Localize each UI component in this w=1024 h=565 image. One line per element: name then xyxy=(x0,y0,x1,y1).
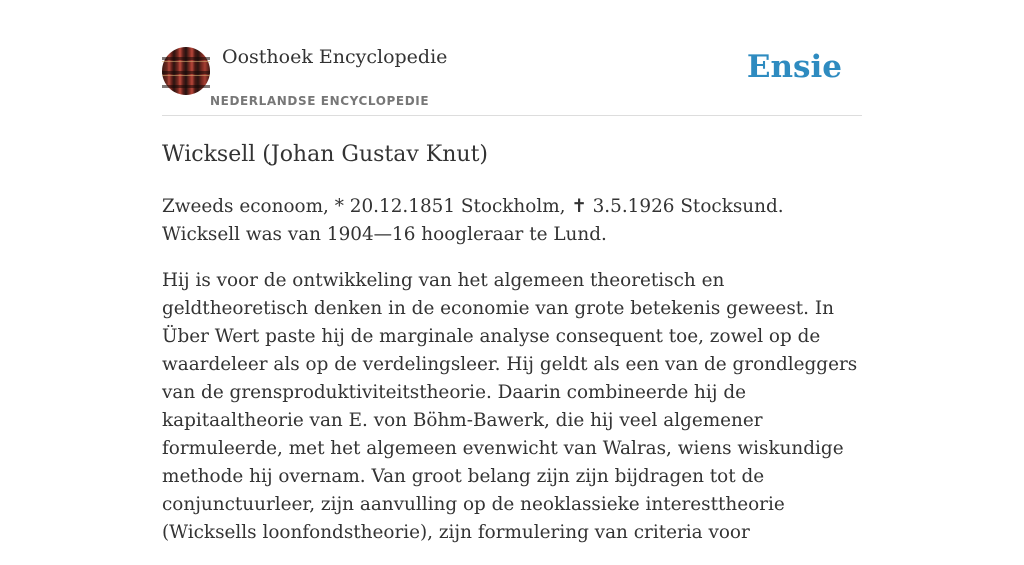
article-paragraph: Hij is voor de ontwikkeling van het algemeen theoretisch en geldtheoretisch denken in de economie van grote betekenis geweest. In Über Wert paste hij de marginale analyse consequent toe, zowel op de waardeleer als op de verdelingsleer. Hij geldt als een van de grondleggers van de grensproduktiviteitstheorie. Daarin combineerde hij de kapitaaltheorie van E. von Böhm-Bawerk, die hij veel algemener formuleerde, met het algemeen evenwicht van Walras, wiens wiskundige methode hij overnam. Van groot belang zijn zijn bijdragen tot de conjunctuurleer, zijn aanvulling op de neoklassieke interesttheorie (Wicksells loonfondstheorie), zijn formulering van criteria voor xyxy=(162,270,858,543)
site-header xyxy=(162,0,862,116)
article-content xyxy=(162,138,862,565)
article-title: Wicksell (Johan Gustav Knut) xyxy=(162,142,488,167)
site-title[interactable]: Oosthoek Encyclopedie xyxy=(222,46,448,68)
article-paragraph: Zweeds econoom, * 20.12.1851 Stockholm, ✝ 3.5.1926 Stocksund. Wicksell was van 1904—16 hoogleraar te Lund. xyxy=(162,196,784,245)
ensie-brand-link[interactable]: Ensie xyxy=(746,49,842,85)
site-subtitle: NEDERLANDSE ENCYCLOPEDIE xyxy=(210,94,430,108)
encyclopedia-books-logo[interactable] xyxy=(162,47,210,95)
